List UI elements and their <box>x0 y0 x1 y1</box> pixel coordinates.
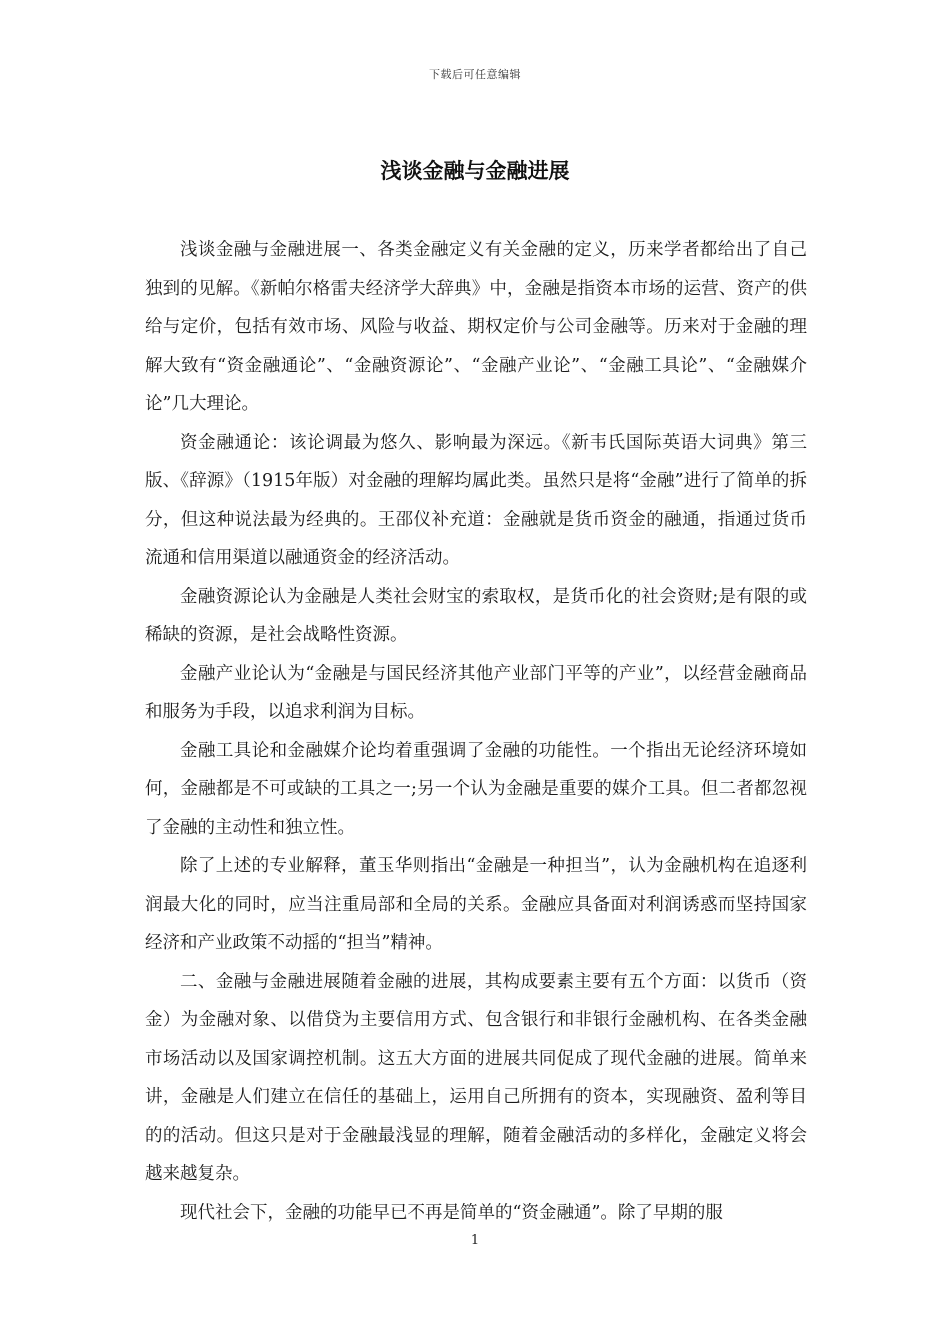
paragraph-finance-development: 二、金融与金融进展随着金融的进展，其构成要素主要有五个方面：以货币（资金）为金融对象、以借贷为主要信用方式、包含银行和非银行金融机构、在各类金融市场活动以及国家调控机制。这五大方面的进展共同促成了现代金融的进展。简单来讲，金融是人们建立在信任的基础上，运用自己所拥有的资本，实现融资、盈利等目的的活动。但这只是对于金融最浅显的理解，随着金融活动的多样化，金融定义将会越来越复杂。 <box>145 971 807 1184</box>
paragraph-tool-and-medium: 金融工具论和金融媒介论均着重强调了金融的功能性。一个指出无论经济环境如何，金融都是不可或缺的工具之一;另一个认为金融是重要的媒介工具。但二者都忽视了金融的主动性和独立性。 <box>145 740 807 838</box>
paragraph-modern-finance: 现代社会下，金融的功能早已不再是简单的“资金融通”。除了早期的服 <box>180 1202 723 1223</box>
paragraph-financial-resource: 金融资源论认为金融是人类社会财宝的索取权，是货币化的社会资财;是有限的或稀缺的资源，是社会战略性资源。 <box>145 586 807 645</box>
page-header: 下载后可任意编辑 <box>429 68 521 81</box>
document-title: 浅谈金融与金融进展 <box>380 159 570 183</box>
paragraph-financial-industry: 金融产业论认为“金融是与国民经济其他产业部门平等的产业”，以经营金融商品和服务为手段，以追求利润为目标。 <box>145 663 807 722</box>
page-number: 1 <box>470 1233 480 1248</box>
paragraph-intro: 浅谈金融与金融进展一、各类金融定义有关金融的定义，历来学者都给出了自己独到的见解。《新帕尔格雷夫经济学大辞典》中，金融是指资本市场的运营、资产的供给与定价，包括有效市场、风险与收益、期权定价与公司金融等。历来对于金融的理解大致有“资金融通论”、“金融资源论”、“金融产业论”、“金融工具论”、“金融媒介论”几大理论。 <box>145 240 807 414</box>
document-body <box>145 231 807 1232</box>
paragraph-responsibility: 除了上述的专业解释，董玉华则指出“金融是一种担当”，认为金融机构在追逐利润最大化的同时，应当注重局部和全局的关系。金融应具备面对利润诱惑而坚持国家经济和产业政策不动摇的“担当”精神。 <box>145 856 807 953</box>
paragraph-fund-circulation: 资金融通论：该论调最为悠久、影响最为深远。《新韦氏国际英语大词典》第三版、《辞源》（1915年版）对金融的理解均属此类。虽然只是将“金融”进行了简单的拆分，但这种说法最为经典的。王邵仪补充道：金融就是货币资金的融通，指通过货币流通和信用渠道以融通资金的经济活动。 <box>145 432 807 568</box>
